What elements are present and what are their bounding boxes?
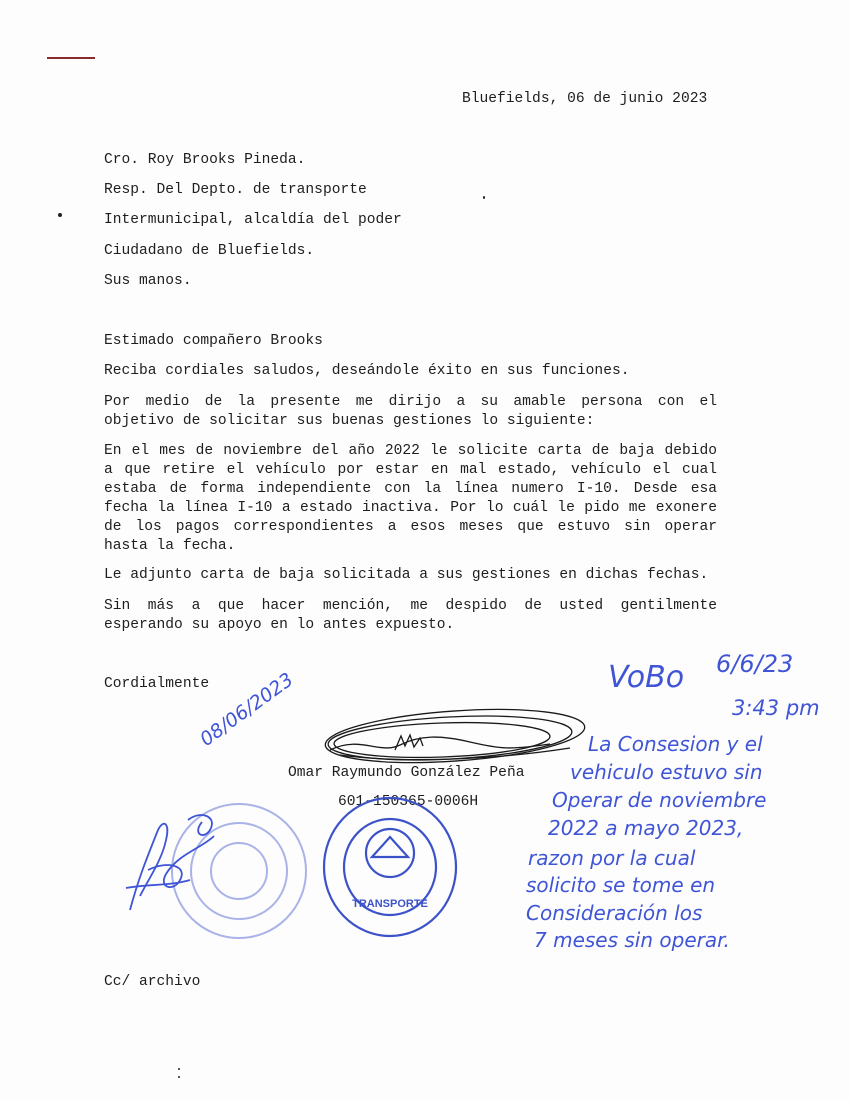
scan-speck	[178, 1068, 180, 1070]
handwritten-date-left: 08/06/2023	[196, 668, 298, 751]
salutation: Estimado compañero Brooks	[104, 333, 323, 349]
right-stamp	[320, 795, 460, 940]
body-paragraph: En el mes de noviembre del año 2022 le solicite carta de baja debido a que retire el vehículo por estar en mal estado, vehículo el cual estaba de forma independiente con la línea numero I-10. Desde esa fecha la línea I-10 a estado inactiva. Por lo cuál le pido me exonere de los pagos correspondientes a esos meses que estuvo sin operar hasta la fecha.	[104, 443, 717, 554]
closing: Cordialmente	[104, 676, 210, 692]
scan-speck	[483, 196, 485, 199]
header-mark	[47, 57, 95, 59]
handwritten-note-line: razon por la cual	[528, 846, 696, 870]
handwritten-note-line: Consideración los	[526, 901, 703, 925]
body-paragraph: Sin más a que hacer mención, me despido de usted gentilmente esperando su apoyo en lo antes expuesto.	[104, 598, 717, 633]
recipient-line: Resp. Del Depto. de transporte	[104, 182, 367, 198]
scan-speck	[178, 1076, 180, 1078]
handwritten-note-line: Operar de noviembre	[552, 788, 767, 812]
approval-time: 3:43 pm	[732, 696, 820, 720]
recipient-line: Ciudadano de Bluefields.	[104, 243, 315, 259]
approval-mark: VoBo	[608, 660, 685, 695]
approval-date: 6/6/23	[716, 650, 794, 678]
body-paragraph: Le adjunto carta de baja solicitada a sus gestiones en dichas fechas.	[104, 567, 709, 583]
body-paragraph: Reciba cordiales saludos, deseándole éxito en sus funciones.	[104, 363, 630, 379]
cc-line: Cc/ archivo	[104, 974, 201, 990]
signer-id: 601-150365-0006H	[338, 794, 479, 810]
handwritten-note-line: La Consesion y el	[588, 732, 763, 756]
handwritten-note-line: solicito se tome en	[526, 873, 716, 897]
recipient-line: Sus manos.	[104, 273, 192, 289]
place-date: Bluefields, 06 de junio 2023	[462, 91, 708, 107]
body-paragraph: Por medio de la presente me dirijo a su amable persona con el objetivo de solicitar sus buenas gestiones lo siguiente:	[104, 394, 717, 429]
signer-name: Omar Raymundo González Peña	[288, 765, 525, 781]
handwritten-note-line: vehiculo estuvo sin	[570, 760, 763, 784]
handwritten-note-line: 2022 a mayo 2023,	[548, 816, 744, 840]
handwritten-note-line: 7 meses sin operar.	[534, 928, 730, 952]
scan-speck	[58, 213, 62, 217]
recipient-line: Intermunicipal, alcaldía del poder	[104, 212, 402, 228]
stamp-center-text: TRANSPORTE	[352, 898, 428, 910]
signature-scribble	[300, 700, 600, 780]
recipient-line: Cro. Roy Brooks Pineda.	[104, 152, 306, 168]
handwritten-initials	[118, 800, 238, 920]
